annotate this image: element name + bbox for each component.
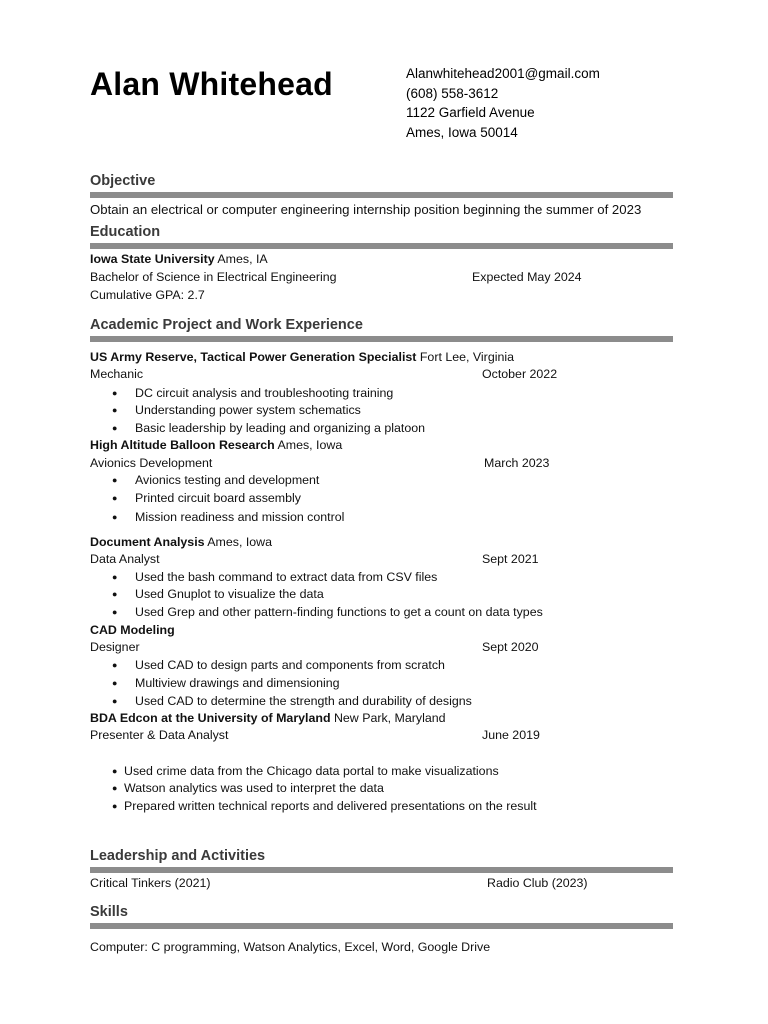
skills-section-header — [90, 902, 673, 929]
school-name: Iowa State University — [90, 252, 215, 266]
experience-org-line — [90, 437, 342, 453]
list-item: ● DC circuit analysis and troubleshooting training — [112, 386, 394, 400]
activity-right: Radio Club (2023) — [487, 876, 588, 890]
degree: Bachelor of Science in Electrical Engineering — [90, 270, 337, 284]
expected-graduation: Expected May 2024 — [472, 270, 582, 284]
leadership-section-header — [90, 846, 673, 873]
activity-left: Critical Tinkers (2021) — [90, 876, 211, 890]
experience-location: Fort Lee, Virginia — [416, 350, 514, 364]
experience-org: CAD Modeling — [90, 623, 175, 637]
list-item: ● Used Gnuplot to visualize the data — [112, 587, 324, 601]
list-item: ● Used CAD to design parts and components from scratch — [112, 658, 445, 672]
phone: (608) 558-3612 — [406, 85, 499, 101]
experience-location: Ames, Iowa — [274, 438, 343, 452]
list-item: ● Avionics testing and development — [112, 473, 320, 487]
list-item: ● Multiview drawings and dimensioning — [112, 676, 340, 690]
list-item: ● Used CAD to determine the strength and durability of designs — [112, 694, 472, 708]
experience-role: Mechanic — [90, 367, 144, 381]
experience-org: Document Analysis — [90, 535, 205, 549]
list-item: ● Used crime data from the Chicago data portal to make visualizations — [112, 764, 499, 778]
section-title-objective: Objective — [90, 173, 156, 189]
skills-text: Computer: C programming, Watson Analytics, Excel, Word, Google Drive — [90, 940, 491, 954]
experience-role: Designer — [90, 640, 140, 654]
section-title-skills: Skills — [90, 904, 128, 920]
section-title-education: Education — [90, 224, 161, 240]
experience-location: Ames, Iowa — [204, 535, 273, 549]
experience-org: US Army Reserve, Tactical Power Generation Specialist — [90, 350, 417, 364]
contact-block — [406, 64, 600, 142]
resume-name: Alan Whitehead — [90, 66, 333, 102]
list-item: ● Watson analytics was used to interpret the data — [112, 781, 384, 795]
section-divider — [90, 243, 673, 249]
experience-date: March 2023 — [484, 456, 550, 470]
experience-org-line — [90, 710, 446, 726]
list-item: ● Understanding power system schematics — [112, 403, 361, 417]
gpa: Cumulative GPA: 2.7 — [90, 288, 205, 302]
experience-date: Sept 2020 — [482, 640, 539, 654]
objective-section-header — [90, 171, 673, 198]
street-address: 1122 Garfield Avenue — [406, 105, 535, 120]
list-item: ● Basic leadership by leading and organizing a platoon — [112, 421, 426, 435]
city-state-zip: Ames, Iowa 50014 — [406, 124, 518, 140]
email: Alanwhitehead2001@gmail.com — [406, 66, 600, 81]
education-school-line — [90, 251, 268, 267]
objective-text: Obtain an electrical or computer engineering internship position beginning the summer of 2023 — [90, 202, 642, 217]
experience-org: BDA Edcon at the University of Maryland — [90, 711, 331, 725]
experience-date: June 2019 — [482, 728, 540, 742]
list-item: ● Prepared written technical reports and delivered presentations on the result — [112, 799, 537, 813]
experience-org-line — [90, 534, 272, 550]
education-section-header — [90, 222, 673, 249]
list-item: ● Used Grep and other pattern-finding functions to get a count on data types — [112, 605, 543, 619]
experience-org: High Altitude Balloon Research — [90, 438, 275, 452]
experience-org-line — [90, 622, 175, 638]
experience-org-line — [90, 349, 514, 365]
section-divider — [90, 192, 673, 198]
section-divider — [90, 336, 673, 342]
list-item: ● Mission readiness and mission control — [112, 510, 345, 524]
experience-role: Avionics Development — [90, 456, 213, 470]
experience-date: October 2022 — [482, 367, 558, 381]
list-item: ● Printed circuit board assembly — [112, 491, 301, 505]
section-divider — [90, 867, 673, 873]
school-location: Ames, IA — [214, 252, 268, 266]
section-divider — [90, 923, 673, 929]
experience-date: Sept 2021 — [482, 552, 539, 566]
section-title-experience: Academic Project and Work Experience — [90, 317, 363, 333]
experience-location: New Park, Maryland — [330, 711, 446, 725]
experience-section-header — [90, 315, 673, 342]
section-title-leadership: Leadership and Activities — [90, 848, 266, 864]
experience-role: Data Analyst — [90, 552, 160, 566]
experience-role: Presenter & Data Analyst — [90, 728, 229, 742]
list-item: ● Used the bash command to extract data from CSV files — [112, 570, 438, 584]
